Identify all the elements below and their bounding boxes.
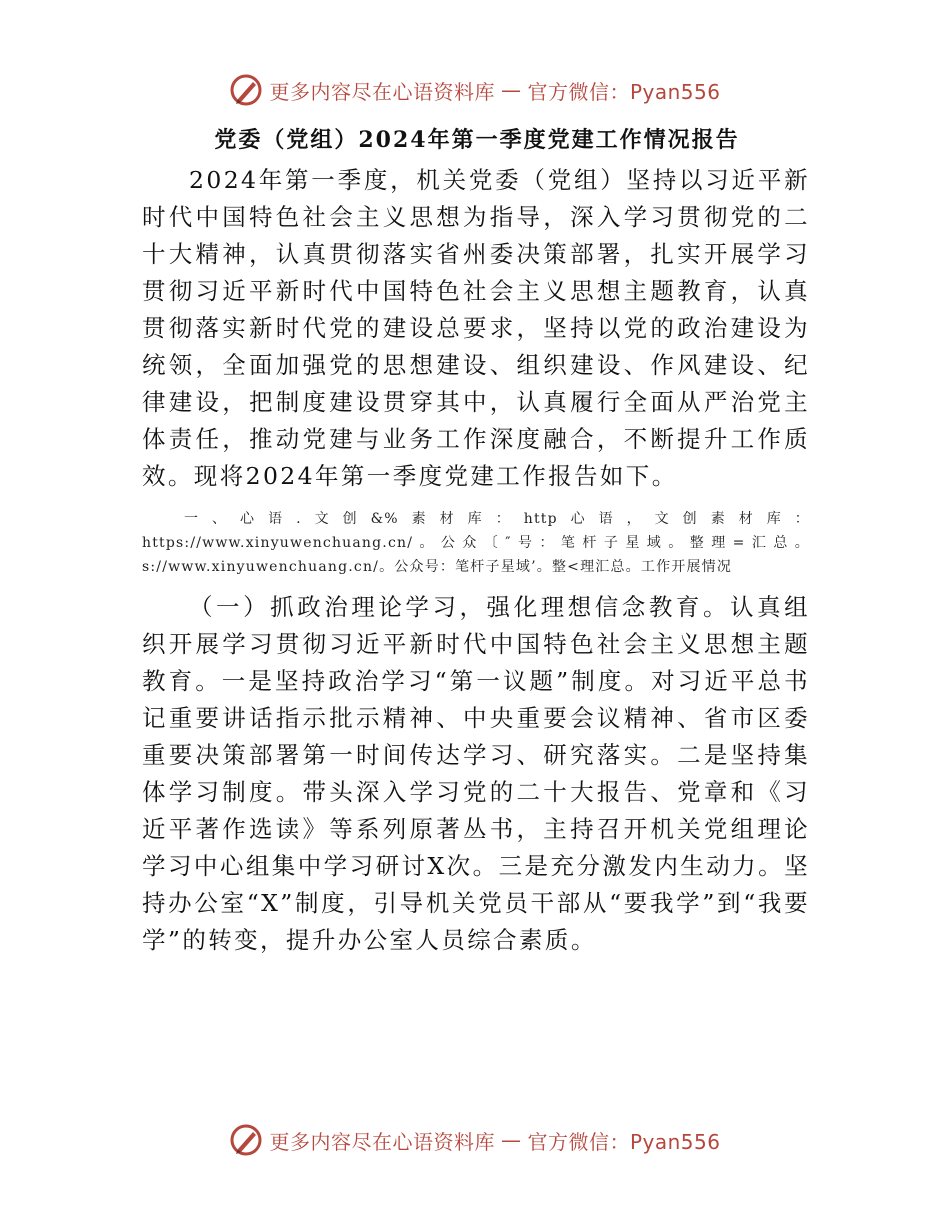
inline-watermark-note: 一、心语.文创&%素材库：http心语，文创素材库：https://www.xinyuwenchuang.cn/。公众〔″号：笔杆子星域。整理=汇总。s://www.xinyuwenchuang.cn/。公众号：笔杆子星域’。整<理汇总。工作开展情况 xyxy=(142,511,810,575)
header-watermark-banner xyxy=(0,70,950,110)
banner-main-text: 更多内容尽在心语资料库 xyxy=(269,79,495,104)
banner-separator: — xyxy=(500,78,522,102)
footer-watermark-banner xyxy=(0,1120,950,1160)
document-title: 党委（党组）2024年第一季度党建工作情况报告 xyxy=(214,127,740,153)
pen-logo-icon xyxy=(229,73,263,107)
document-body xyxy=(142,120,810,959)
banner-separator: — xyxy=(500,1128,522,1152)
pen-logo-icon xyxy=(229,1123,263,1157)
banner-wechat-text: 官方微信：Pyan556 xyxy=(527,1129,721,1154)
banner-main-text: 更多内容尽在心语资料库 xyxy=(269,1129,495,1154)
paragraph-section-1: （一）抓政治理论学习，强化理想信念教育。认真组织开展学习贯彻习近平新时代中国特色社会主义思想主题教育。一是坚持政治学习“第一议题”制度。对习近平总书记重要讲话指示批示精神、中央重要会议精神、省市区委重要决策部署第一时间传达学习、研究落实。二是坚持集体学习制度。带头深入学习党的二十大报告、党章和《习近平著作选读》等系列原著丛书，主持召开机关党组理论学习中心组集中学习研讨X次。三是充分激发内生动力。坚持办公室“X”制度，引导机关党员干部从“要我学”到“我要学”的转变，提升办公室人员综合素质。 xyxy=(142,593,810,954)
paragraph-intro: 2024年第一季度，机关党委（党组）坚持以习近平新时代中国特色社会主义思想为指导，深入学习贯彻党的二十大精神，认真贯彻落实省州委决策部署，扎实开展学习贯彻习近平新时代中国特色社会主义思想主题教育，认真贯彻落实新时代党的建设总要求，坚持以党的政治建设为统领，全面加强党的思想建设、组织建设、作风建设、纪律建设，把制度建设贯穿其中，认真履行全面从严治党主体责任，推动党建与业务工作深度融合，不断提升工作质效。现将2024年第一季度党建工作报告如下。 xyxy=(142,166,810,490)
banner-wechat-text: 官方微信：Pyan556 xyxy=(527,79,721,104)
